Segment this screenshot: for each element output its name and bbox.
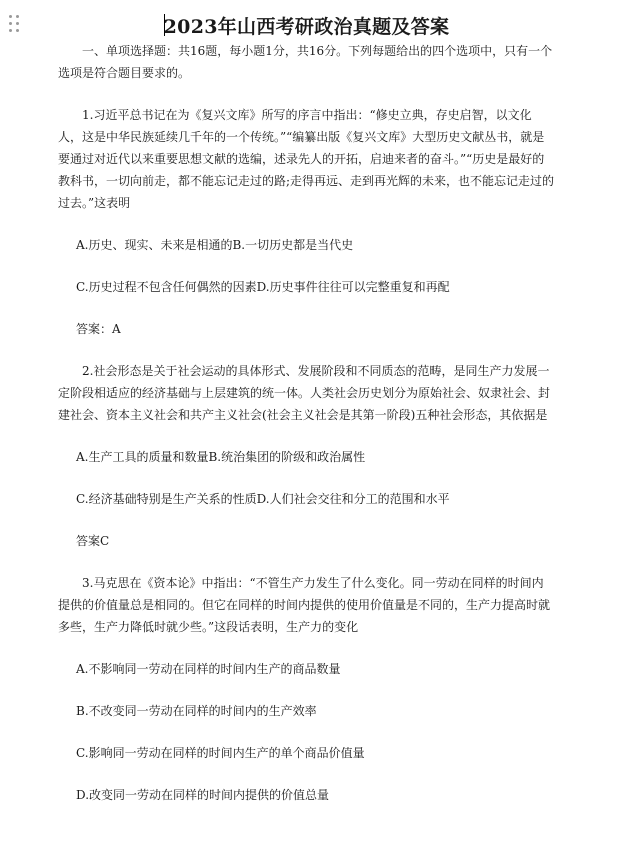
question-3-option-c: C.影响同一劳动在同样的时间内生产的单个商品价值量 (76, 746, 365, 760)
question-1-stem: 1.习近平总书记在为《复兴文库》所写的序言中指出：“修史立典，存史启智，以文化人，这是中华民族延续几千年的一个传统。”“编纂出版《复兴文库》大型历史文献丛书，就是要通过对近代以来重要思想文献的选编，述录先人的开拓，启迪来者的奋斗。”“历史是最好的教科书，一切向前走，都不能忘记走过的路;走得再远、走到再光辉的未来，也不能忘记走过的过去。”这表明 (58, 108, 555, 210)
question-1-options-cd: C.历史过程不包含任何偶然的因素D.历史事件往往可以完整重复和再配 (76, 280, 450, 294)
drag-handle-icon[interactable] (9, 15, 21, 33)
question-3-option-a: A.不影响同一劳动在同样的时间内生产的商品数量 (76, 662, 341, 676)
question-3-stem: 3.马克思在《资本论》中指出：“不管生产力发生了什么变化。同一劳动在同样的时间内提供的价值量总是相同的。但它在同样的时间内提供的使用价值量是不同的，生产力提高时就多些，生产力降低时就少些。”这段话表明，生产力的变化 (58, 576, 551, 634)
question-2-options-cd: C.经济基础特别是生产关系的性质D.人们社会交往和分工的范围和水平 (76, 492, 450, 506)
question-1-options-ab: A.历史、现实、未来是相通的B.一切历史都是当代史 (76, 238, 354, 252)
section-intro: 一、单项选择题：共16题，每小题1分，共16分。下列每题给出的四个选项中，只有一个选项是符合题目要求的。 (58, 44, 553, 80)
question-2-answer: 答案C (76, 534, 110, 548)
document-title: 2023年山西考研政治真题及答案 (163, 16, 450, 38)
document-page[interactable] (58, 0, 555, 806)
question-2-stem: 2.社会形态是关于社会运动的具体形式、发展阶段和不同质态的范畴，是同生产力发展一定阶段相适应的经济基础与上层建筑的统一体。人类社会历史划分为原始社会、奴隶社会、封建社会、资本主义社会和共产主义社会(社会主义社会是其第一阶段)五种社会形态，其依据是 (58, 364, 551, 422)
question-2-options-ab: A.生产工具的质量和数量B.统治集团的阶级和政治属性 (76, 450, 366, 464)
question-3-option-b: B.不改变同一劳动在同样的时间内的生产效率 (76, 704, 317, 718)
question-1-answer: 答案：A (76, 322, 121, 336)
question-3-option-d: D.改变同一劳动在同样的时间内提供的价值总量 (76, 788, 330, 802)
